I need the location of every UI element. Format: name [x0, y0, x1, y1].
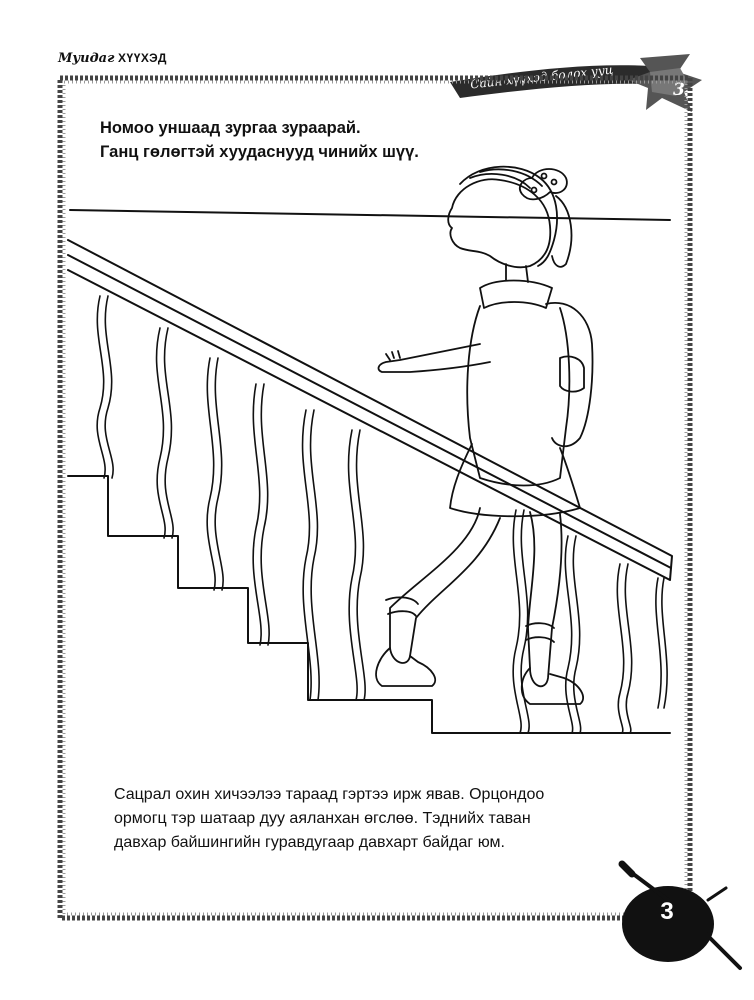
stair-steps	[68, 476, 670, 733]
page-number: 3	[660, 898, 674, 925]
story-line-2: ормогц тэр шатаар дуу аяланхан өгслөө. Тэднийх таван	[114, 810, 531, 827]
story-text	[114, 783, 634, 855]
chapter-banner-number: 3	[673, 80, 685, 100]
series-title-caps: ХҮҮХЭД	[118, 51, 167, 65]
story-line-1: Сацрал охин хичээлээ тараад гэртээ ирж явав. Орцондоо	[114, 786, 545, 803]
instruction-line-2: Ганц гөлөгтэй хуудаснууд чинийх шүү.	[100, 143, 419, 161]
girl-figure	[376, 167, 592, 704]
instruction-line-1: Номоо уншаад зургаа зураарай.	[100, 119, 361, 137]
series-title-script: Муидаг	[58, 51, 115, 66]
stairs-illustration	[60, 148, 680, 738]
wall-line	[70, 210, 670, 220]
chapter-banner-text: Сайн хүүхэд болох ууц	[469, 62, 614, 92]
story-line-3: давхар байшингийн гуравдугаар давхарт байдаг юм.	[114, 834, 505, 851]
handrail	[68, 240, 672, 580]
